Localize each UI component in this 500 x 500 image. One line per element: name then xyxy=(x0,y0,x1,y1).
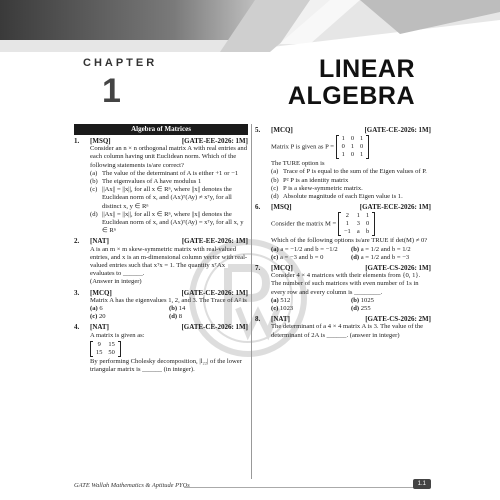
question-4 xyxy=(74,323,248,374)
question-intro: Matrix P is given as P = xyxy=(271,143,334,151)
question-2 xyxy=(74,237,248,286)
question-tag: [GATE-CE-2026: 1M] xyxy=(364,126,431,134)
question-header xyxy=(255,203,431,211)
question-body: Matrix A has the eigenvalues 1, 2, and 3. The Trace of A² is xyxy=(90,296,247,304)
option: (c) 1023 xyxy=(271,305,294,313)
question-tag: [GATE-EE-2026: 1M] xyxy=(181,237,248,246)
question-header xyxy=(74,137,248,145)
question-tag: [GATE-CE-2026: 1M] xyxy=(181,323,248,332)
option: (c) 20 xyxy=(90,313,106,321)
question-header xyxy=(74,289,248,297)
right-column xyxy=(255,124,431,340)
question-number: 4. xyxy=(74,323,80,332)
question-number: 2. xyxy=(74,237,80,246)
option-row xyxy=(255,297,431,305)
question-7 xyxy=(255,264,431,313)
page-number-badge: 1.1 xyxy=(413,479,431,489)
option: (d) ||Ax|| = ||x||, for all x ∈ Rⁿ, where ||x|| denotes the Euclidean norm of x, and (Ax)ᵀ(Ay) = xᵀy, for all x, y ∈ Rⁿ xyxy=(90,210,244,235)
header-banner xyxy=(0,0,500,52)
question-type: [MCQ] xyxy=(90,288,112,297)
option: (b) a = 1/2 and b = 1/2 xyxy=(351,245,411,253)
matrix: 9 15 15 50 xyxy=(90,341,121,357)
option: (b) The eigenvalues of A have modulus 1 xyxy=(90,178,202,186)
option: (a) a = −1/2 and b = −1/2 xyxy=(271,245,338,253)
option: (d) 8 xyxy=(169,313,183,321)
question-type: [MSQ] xyxy=(271,203,292,212)
question-body: By performing Cholesky decomposition, |l₂₂| of the lower triangular matrix is ______ (in integer). xyxy=(90,357,242,374)
option: (d) 255 xyxy=(351,305,371,313)
question-number: 7. xyxy=(255,264,261,273)
chapter-title-line1: LINEAR xyxy=(318,55,415,83)
footer-rule xyxy=(184,487,414,488)
question-header xyxy=(255,126,431,134)
question-header xyxy=(74,237,248,245)
question-type: [MCQ] xyxy=(271,126,293,134)
question-number: 3. xyxy=(74,288,80,297)
question-lead: The TURE option is xyxy=(271,160,325,168)
option: (d) Absolute magnitude of each Eigen value is 1. xyxy=(271,193,403,201)
question-5 xyxy=(255,126,431,201)
question-intro: Consider the matrix M = xyxy=(271,220,337,228)
chapter-title-line2: ALGEBRA xyxy=(287,82,415,110)
chapter-number: 1 xyxy=(102,72,121,110)
question-3 xyxy=(74,289,248,322)
option-row xyxy=(74,305,248,313)
question-1 xyxy=(74,137,248,235)
question-body: Consider an n × n orthogonal matrix A with real entries and each column having unit Euclidean norm. Which of the following statements is/are correct? xyxy=(90,145,247,169)
answer-note: (Answer in integer) xyxy=(90,278,142,286)
question-tag: [GATE-ECE-2026: 1M] xyxy=(359,203,431,212)
question-body: Which of the following options is/are TRUE if det(M) ≠ 0? xyxy=(271,237,428,245)
matrix: 1 0 1 0 1 0 1 0 1 xyxy=(336,135,370,159)
option: (a) The value of the determinant of A is either +1 or −1 xyxy=(90,169,239,177)
option: (a) 6 xyxy=(90,305,103,313)
question-type: [NAT] xyxy=(90,237,109,246)
option: (c) P is a skew-symmetric matrix. xyxy=(271,184,363,192)
option-row xyxy=(255,254,431,262)
option: (c) a = −3 and b = 0 xyxy=(271,253,324,261)
question-tag: [GATE-CE-2026: 1M] xyxy=(181,288,248,297)
option-row xyxy=(255,305,431,313)
question-8 xyxy=(255,315,431,340)
question-6 xyxy=(255,203,431,262)
question-header xyxy=(74,323,248,331)
option: (c) ||Ax|| = ||x||, for all x ∈ Rⁿ, where ||x|| denotes the Euclidean norm of x, and (Ax)ᵀ(Ay) ≠ xᵀy, for all distinct x, y ∈ Rⁿ xyxy=(90,186,232,210)
option-row xyxy=(255,246,431,254)
question-body: The determinant of a 4 × 4 matrix A is 3. The value of the determinant of 2A is ______. (answer in integer) xyxy=(271,323,424,339)
column-divider xyxy=(251,124,252,479)
question-tag: [GATE-EE-2026: 1M] xyxy=(181,137,248,145)
question-number: 5. xyxy=(255,126,261,134)
question-type: [MCQ] xyxy=(271,264,293,273)
option: (a) 512 xyxy=(271,296,291,304)
question-header xyxy=(255,264,431,272)
option: (d) a = 1/2 and b = −3 xyxy=(351,253,410,261)
question-type: [MSQ] xyxy=(90,137,111,145)
section-title: Algebra of Matrices xyxy=(74,124,248,135)
option: (b) 14 xyxy=(169,305,186,313)
question-number: 1. xyxy=(74,137,80,145)
question-number: 6. xyxy=(255,203,261,212)
question-tag: [GATE-CS-2026: 2M] xyxy=(365,315,431,324)
option: (b) P² P is an identity matrix xyxy=(271,176,349,184)
footer-text: GATE Wallah Mathematics & Aptitude PYQs xyxy=(74,482,190,489)
question-type: [NAT] xyxy=(271,315,290,324)
option: (b) 1025 xyxy=(351,296,374,304)
page-footer xyxy=(74,482,431,492)
option: (a) Trace of P is equal to the sum of the Eigen values of P. xyxy=(271,168,427,176)
question-type: [NAT] xyxy=(90,323,109,332)
option-row xyxy=(74,313,248,321)
question-body: Consider 4 × 4 matrices with their elements from {0, 1}. The number of such matrices with even number of 1s in every row and every column is ________. xyxy=(271,272,421,296)
question-tag: [GATE-CS-2026: 1M] xyxy=(365,264,431,273)
chapter-label: CHAPTER xyxy=(83,57,158,69)
matrix: 2 1 1 1 3 0 −1 a b xyxy=(338,212,375,236)
left-column xyxy=(74,124,248,374)
question-body: A is an m × m skew-symmetric matrix with real-valued entries, and x is an m-dimensional column vector with real-valued entries such that xᵀx = 1. The quantity xᵀAx evaluates to ______. xyxy=(90,245,248,278)
question-intro: A matrix is given as: xyxy=(90,331,145,339)
question-header xyxy=(255,315,431,323)
question-number: 8. xyxy=(255,315,261,324)
